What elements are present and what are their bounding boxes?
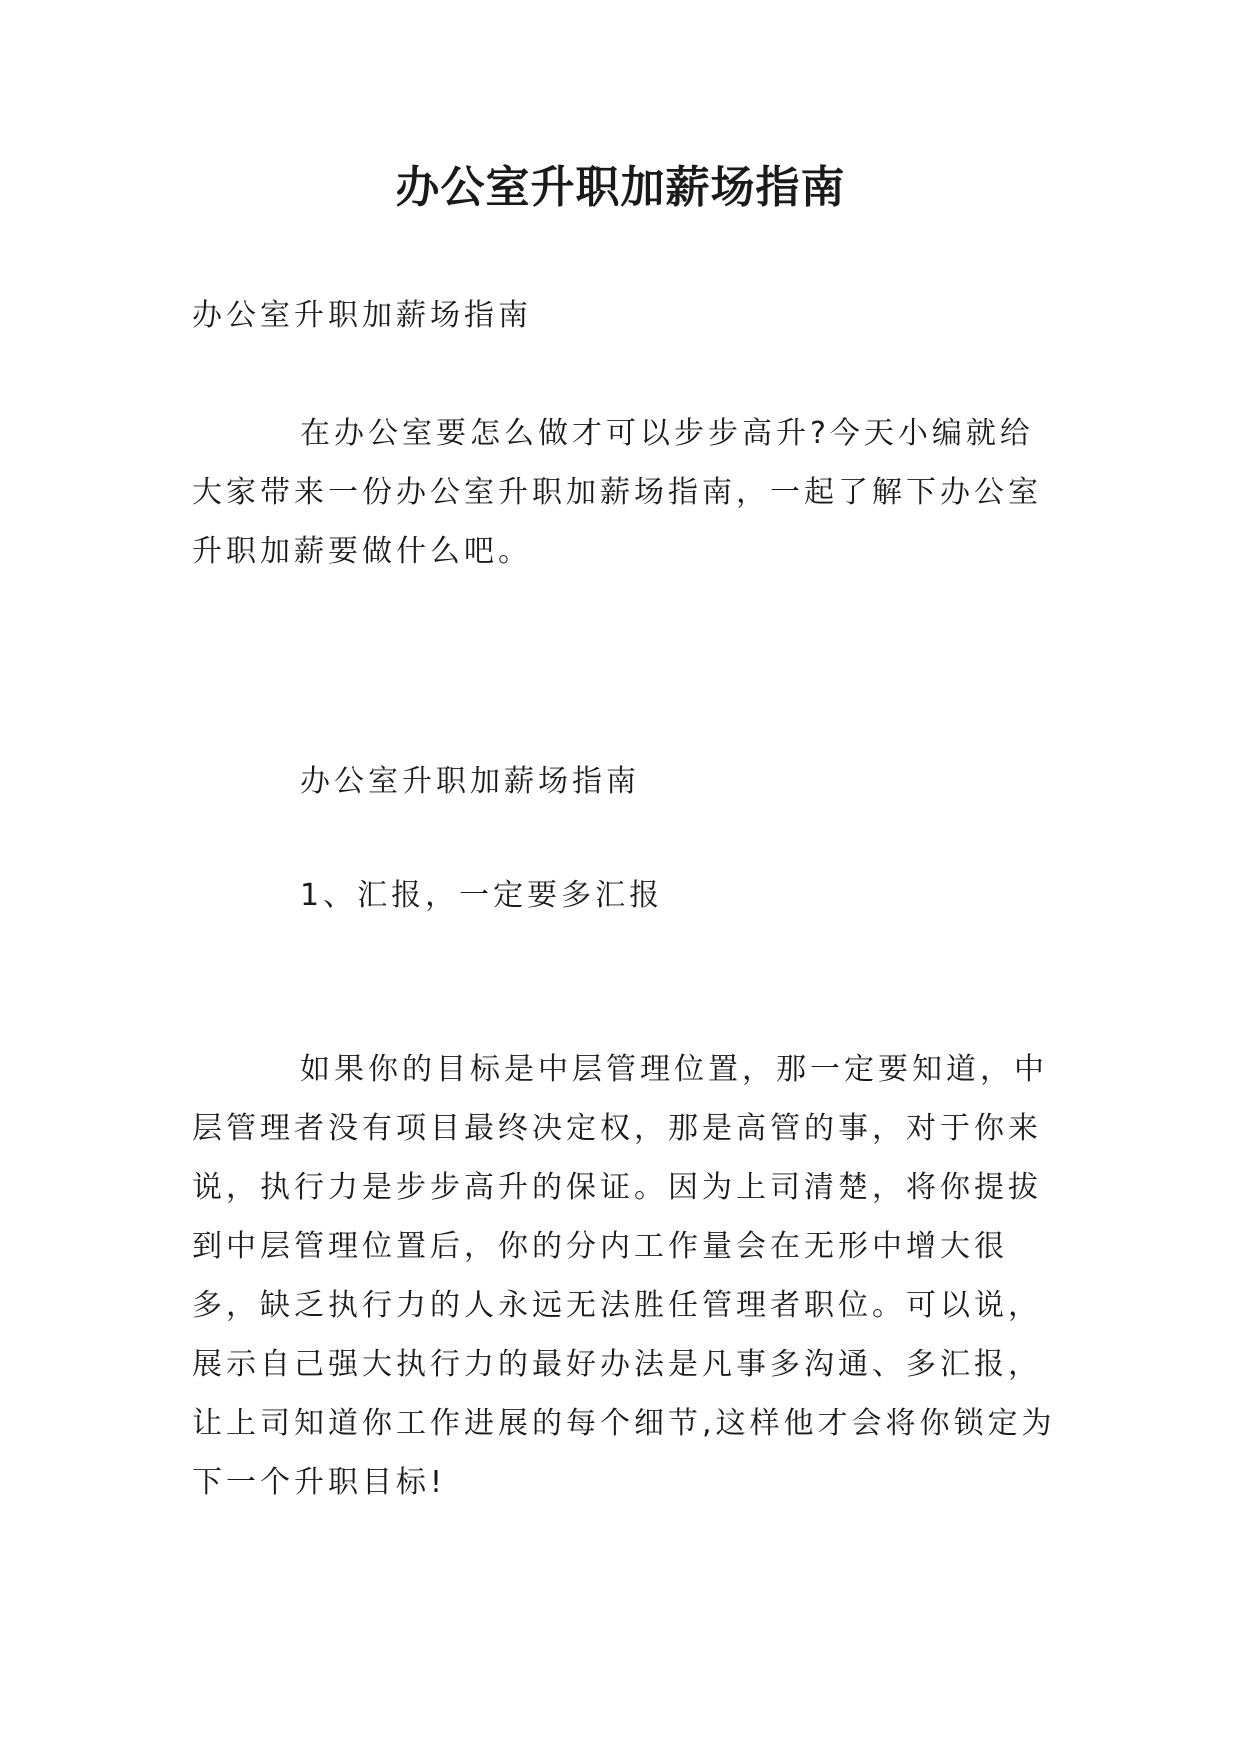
document-title: 办公室升职加薪场指南 [395, 162, 846, 213]
intro-paragraph: 在办公室要怎么做才可以步步高升?今天小编就给大家带来一份办公室升职加薪场指南，一起了解下办公室升职加薪要做什么吧。 [192, 416, 1042, 569]
section-title: 办公室升职加薪场指南 [300, 764, 640, 799]
item-1-body-paragraph: 如果你的目标是中层管理位置，那一定要知道，中层管理者没有项目最终决定权，那是高管的事，对于你来说，执行力是步步高升的保证。因为上司清楚，将你提拔到中层管理位置后，你的分内工作量会在无形中增大很多，缺乏执行力的人永远无法胜任管理者职位。可以说，展示自己强大执行力的最好办法是凡事多沟通、多汇报，让上司知道你工作进展的每个细节,这样他才会将你锁定为下一个升职目标! [192, 1052, 1056, 1500]
document-subtitle: 办公室升职加薪场指南 [192, 298, 532, 333]
item-1-heading: 1、汇报，一定要多汇报 [300, 878, 664, 913]
